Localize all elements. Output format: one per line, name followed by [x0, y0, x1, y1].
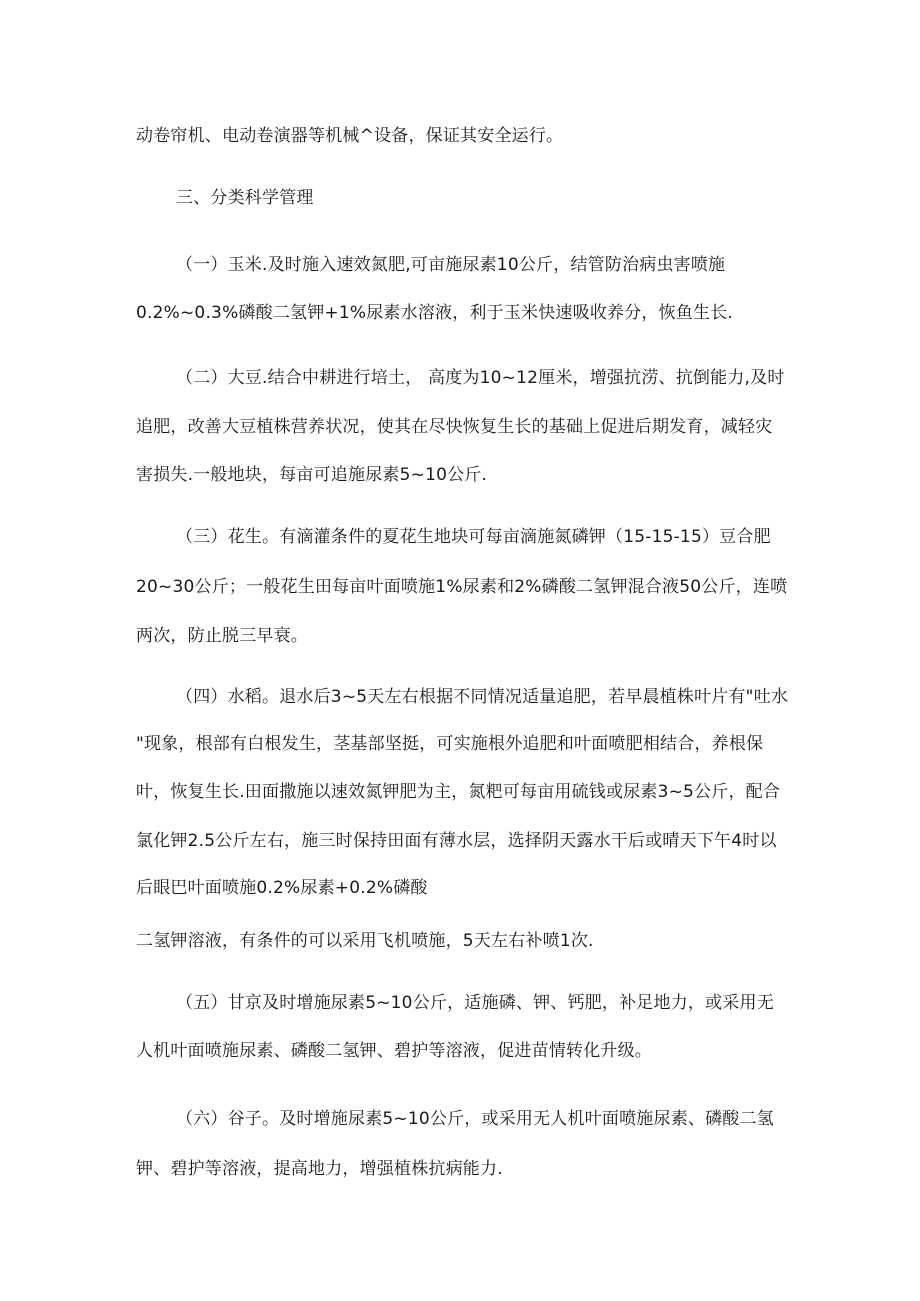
text-line: （六）谷子。及时增施尿素5~10公斤，或采用无人机叶面喷施尿素、磷酸二氢 [176, 1109, 774, 1129]
text-line: （三）花生。有滴灌条件的夏花生地块可每亩滴施氮磷钾（15-15-15）豆合肥 [176, 527, 771, 547]
text-line: 人机叶面喷施尿素、磷酸二氢钾、碧护等溶液，促进苗情转化升级。 [136, 1041, 652, 1061]
text-line: 叶，恢复生长.田面撒施以速效氮钾肥为主，氮粑可每亩用硫钱或尿素3~5公斤，配合 [136, 782, 781, 802]
text-line: 钾、碧护等溶液，提高地力，增强植株抗病能力. [136, 1159, 503, 1179]
text-line: 两次，防止脱三早衰。 [136, 626, 308, 646]
text-line: （四）水稻。退水后3~5天左右根据不同情况适量追肥，若早晨植株叶片有"吐水 [176, 687, 789, 707]
text-line: （五）甘京及时增施尿素5~10公斤，适施磷、钾、钙肥，补足地力，或采用无 [176, 993, 774, 1013]
text-line: "现象，根部有白根发生，茎基部坚挺，可实施根外追肥和叶面喷肥相结合，养根保 [136, 734, 764, 754]
text-line: 二氢钾溶液，有条件的可以采用飞机喷施，5天左右补喷1次. [136, 931, 594, 951]
text-line: （二）大豆.结合中耕进行培土， 高度为10~12厘米，增强抗涝、抗倒能力,及时 [176, 368, 785, 388]
text-line: 0.2%~0.3%磷酸二氢钾+1%尿素水溶液，利于玉米快速吸收养分，恢鱼生长. [136, 303, 734, 323]
section-heading: 三、分类科学管理 [176, 188, 314, 208]
text-line: 20~30公斤；一般花生田每亩叶面喷施1%尿素和2%磷酸二氢钾混合液50公斤，连喷 [136, 577, 788, 597]
text-line: 后眼巴叶面喷施0.2%尿素+0.2%磷酸 [136, 878, 428, 898]
text-line: 追肥，改善大豆植株营养状况，使其在尽快恢复生长的基础上促进后期发育，减轻灾 [136, 417, 773, 437]
text-line: （一）玉米.及时施入速效氮肥,可亩施尿素10公斤，结管防治病虫害喷施 [176, 255, 726, 275]
text-line: 氯化钾2.5公斤左右，施三时保持田面有薄水层，选择阴天露水干后或晴天下午4时以 [136, 831, 777, 851]
text-line: 动卷帘机、电动卷演器等机械^设备，保证其安全运行。 [136, 126, 564, 146]
text-line: 害损失.一般地块，每亩可追施尿素5~10公斤. [136, 465, 488, 485]
